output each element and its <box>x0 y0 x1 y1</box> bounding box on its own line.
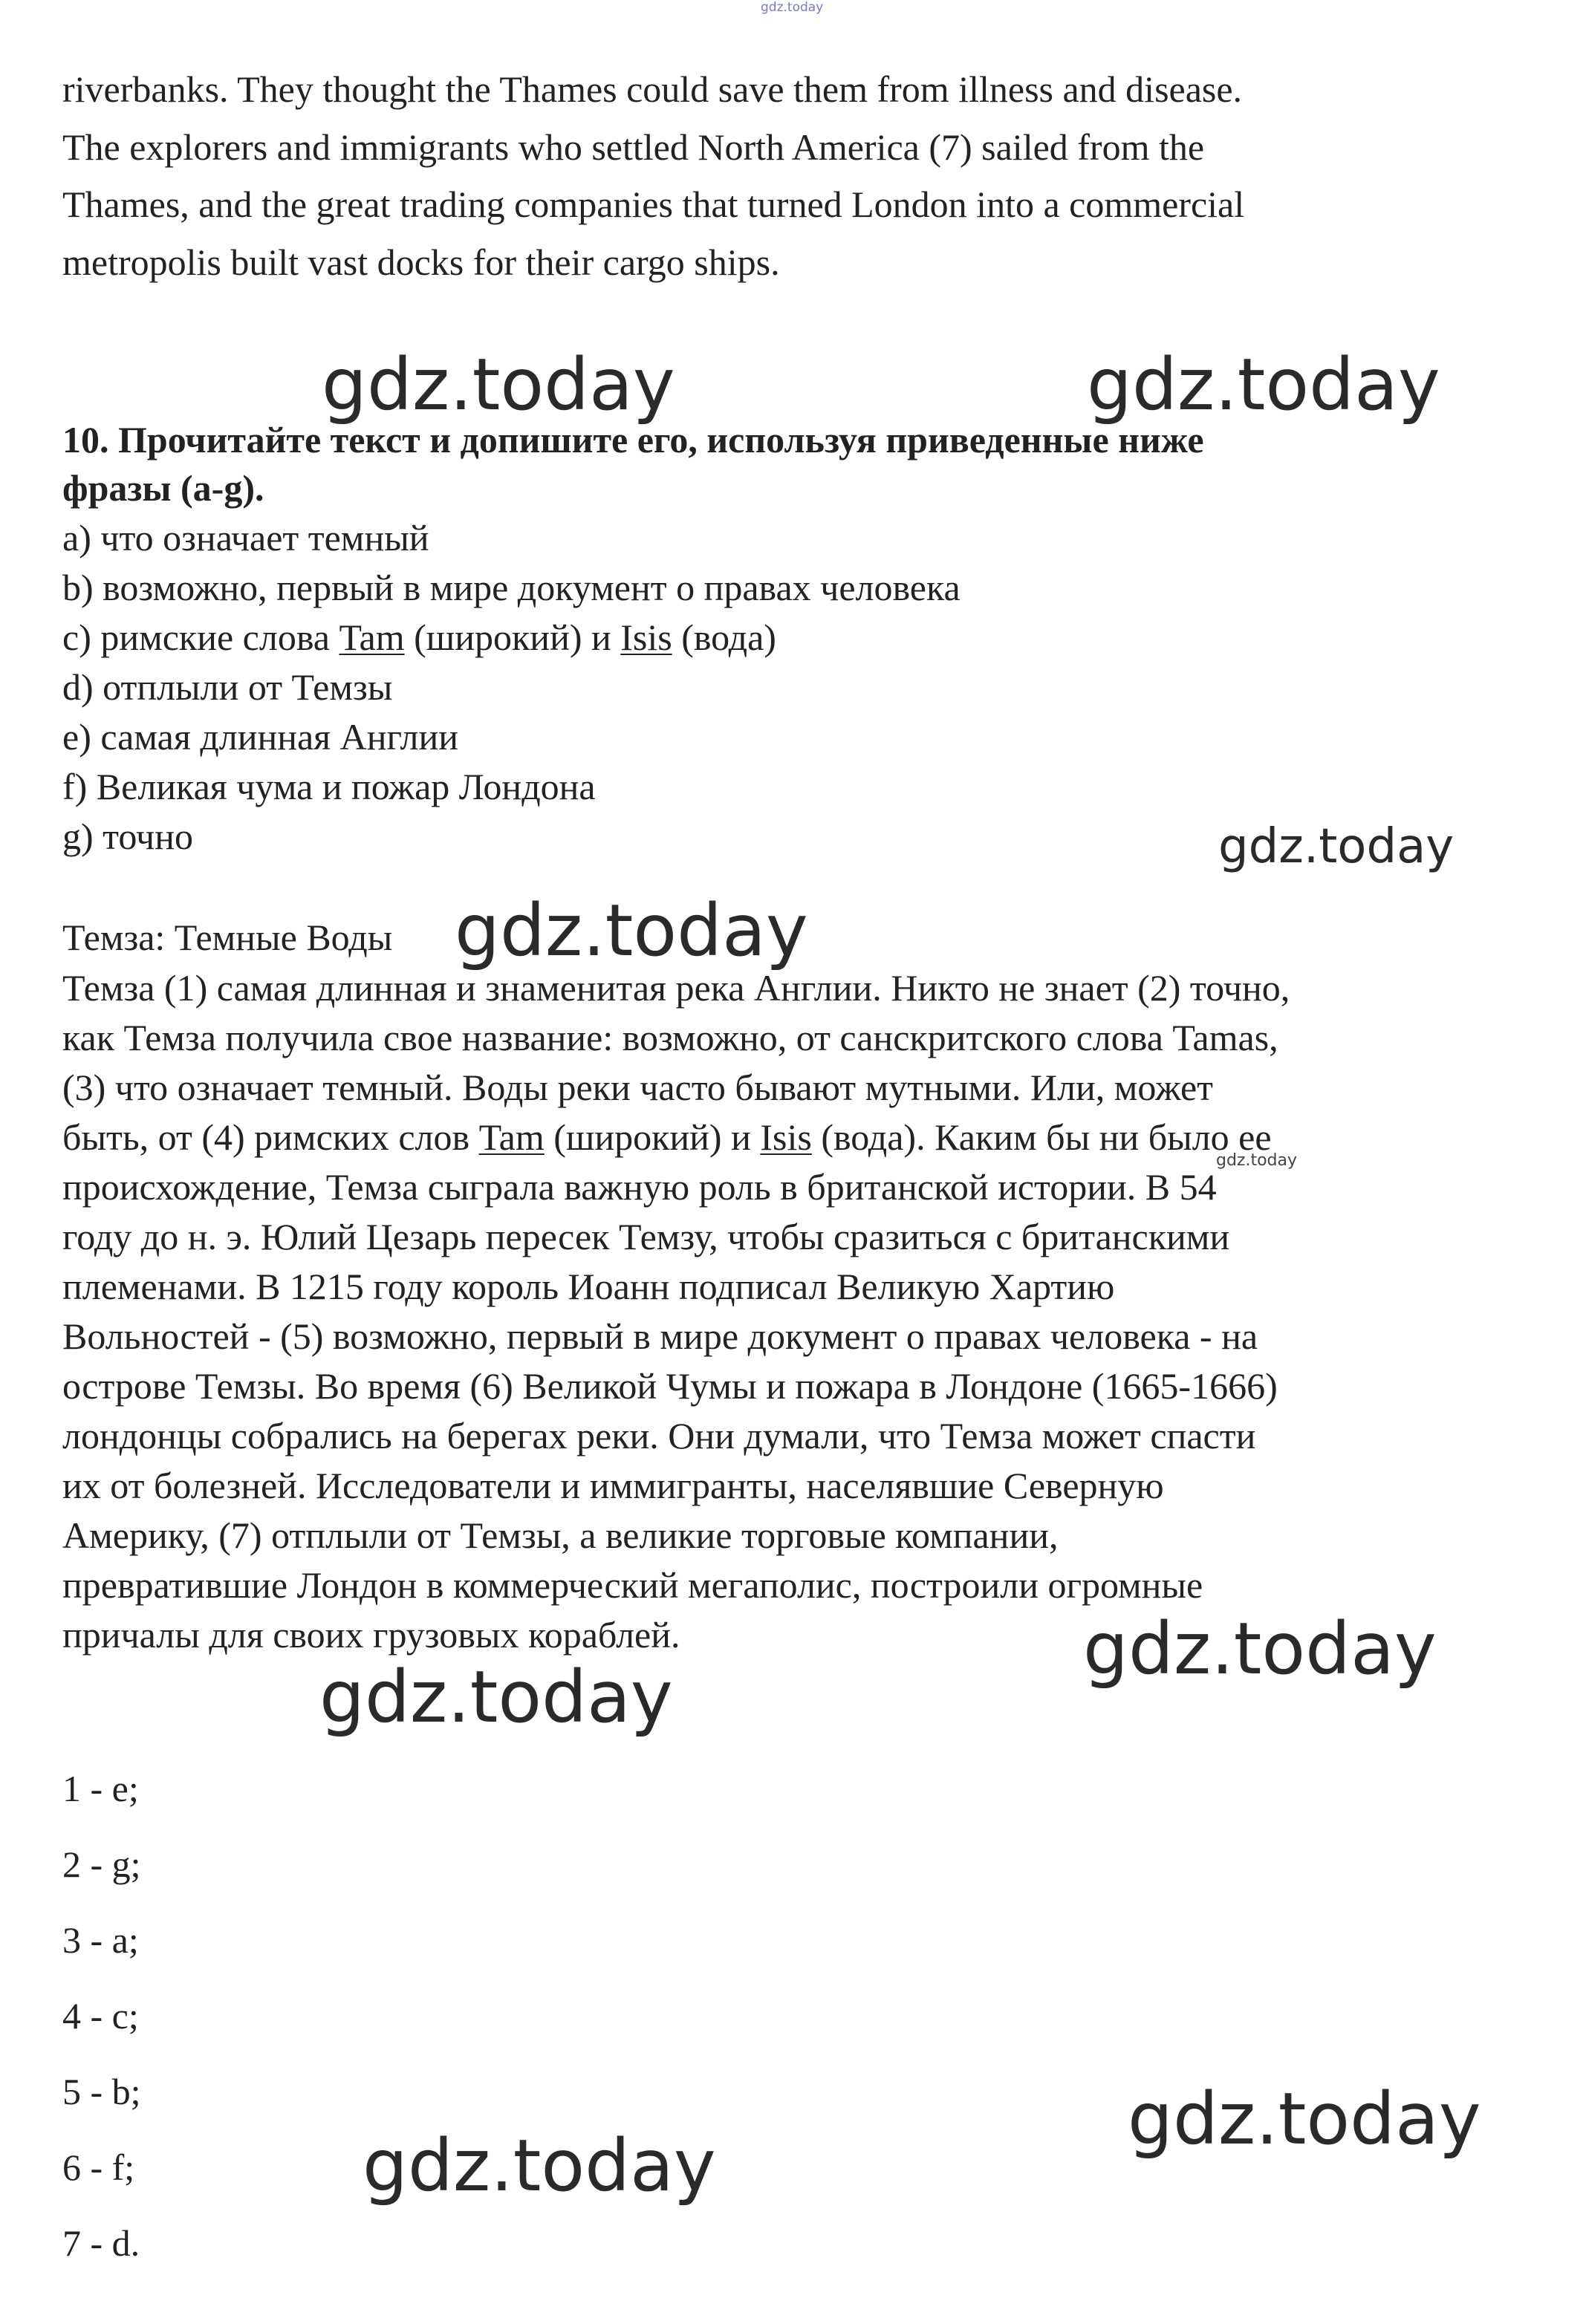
underlined-word: Tam <box>478 1116 545 1158</box>
task-title-line: фразы (a-g). <box>62 467 264 509</box>
text-line: как Темза получила свое название: возможно, от санскритского слова Tamas, <box>62 1017 1278 1058</box>
text-line <box>62 1115 1272 1159</box>
watermark: gdz.today <box>319 1656 673 1739</box>
text-line-part: быть, от (4) римских слов <box>62 1116 479 1158</box>
answer-item: 2 - g; <box>62 1843 141 1885</box>
watermark: gdz.today <box>1087 343 1440 426</box>
watermark: gdz.today <box>363 2124 716 2207</box>
text-line: году до н. э. Юлий Цезарь пересек Темзу, чтобы сразиться с британскими <box>62 1216 1230 1257</box>
watermark: gdz.today <box>1083 1607 1437 1690</box>
phrase-f: f) Великая чума и пожар Лондона <box>62 766 596 807</box>
watermark: gdz.today <box>1216 1151 1298 1170</box>
english-text-line: riverbanks. They thought the Thames could save them from illness and disease. <box>62 68 1243 110</box>
english-text-line: The explorers and immigrants who settled North America (7) sailed from the <box>62 126 1205 168</box>
watermark: gdz.today <box>322 343 675 426</box>
phrase-b: b) возможно, первый в мире документ о правах человека <box>62 567 961 608</box>
text-line: их от болезней. Исследователи и иммигранты, населявшие Северную <box>62 1465 1164 1506</box>
watermark: gdz.today <box>455 889 808 972</box>
phrase-g: g) точно <box>62 816 193 857</box>
watermark-top: gdz.today <box>761 0 824 15</box>
task-title-line: 10. Прочитайте текст и допишите его, используя приведенные ниже <box>62 419 1204 460</box>
phrase-c-suffix: (вода) <box>672 616 776 658</box>
answer-item: 3 - a; <box>62 1919 139 1961</box>
text-line: (3) что означает темный. Воды реки часто бывают мутными. Или, может <box>62 1067 1214 1108</box>
text-title: Темза: Темные Воды <box>62 917 393 958</box>
text-line-part: (широкий) и <box>544 1116 761 1158</box>
phrase-c-prefix: c) римские слова <box>62 616 339 658</box>
underlined-word: Isis <box>620 616 672 658</box>
text-line: лондонцы собрались на берегах реки. Они думали, что Темза может спасти <box>62 1415 1256 1456</box>
text-line: превратившие Лондон в коммерческий мегаполис, построили огромные <box>62 1564 1203 1606</box>
text-line: Вольностей - (5) возможно, первый в мире документ о правах человека - на <box>62 1315 1258 1357</box>
phrase-e: e) самая длинная Англии <box>62 716 458 758</box>
text-line: причалы для своих грузовых кораблей. <box>62 1614 680 1656</box>
watermark: gdz.today <box>1128 2077 1481 2161</box>
text-line: происхождение, Темза сыграла важную роль в британской истории. В 54 <box>62 1166 1217 1208</box>
english-text-line: Thames, and the great trading companies that turned London into a commercial <box>62 183 1245 225</box>
text-line: племенами. В 1215 году король Иоанн подписал Великую Хартию <box>62 1266 1115 1307</box>
text-line: Америку, (7) отплыли от Темзы, а великие торговые компании, <box>62 1514 1059 1556</box>
underlined-word: Tam <box>339 616 405 658</box>
underlined-word: Isis <box>760 1116 812 1158</box>
phrase-c-mid: (широкий) и <box>404 616 621 658</box>
watermark: gdz.today <box>1218 819 1455 874</box>
answer-item: 6 - f; <box>62 2146 135 2188</box>
answer-item: 1 - e; <box>62 1768 139 1809</box>
phrase-d: d) отплыли от Темзы <box>62 666 393 708</box>
answer-item: 7 - d. <box>62 2222 140 2264</box>
english-text-line: metropolis built vast docks for their cargo ships. <box>62 241 780 283</box>
text-line: Темза (1) самая длинная и знаменитая река Англии. Никто не знает (2) точно, <box>62 967 1290 1009</box>
text-line: острове Темзы. Во время (6) Великой Чумы и пожара в Лондоне (1665-1666) <box>62 1365 1278 1407</box>
answer-item: 5 - b; <box>62 2071 141 2112</box>
phrase-c <box>62 615 776 660</box>
answer-item: 4 - c; <box>62 1995 139 2037</box>
phrase-a: a) что означает темный <box>62 517 429 559</box>
text-line-part: (вода). Каким бы ни было ее <box>811 1116 1272 1158</box>
